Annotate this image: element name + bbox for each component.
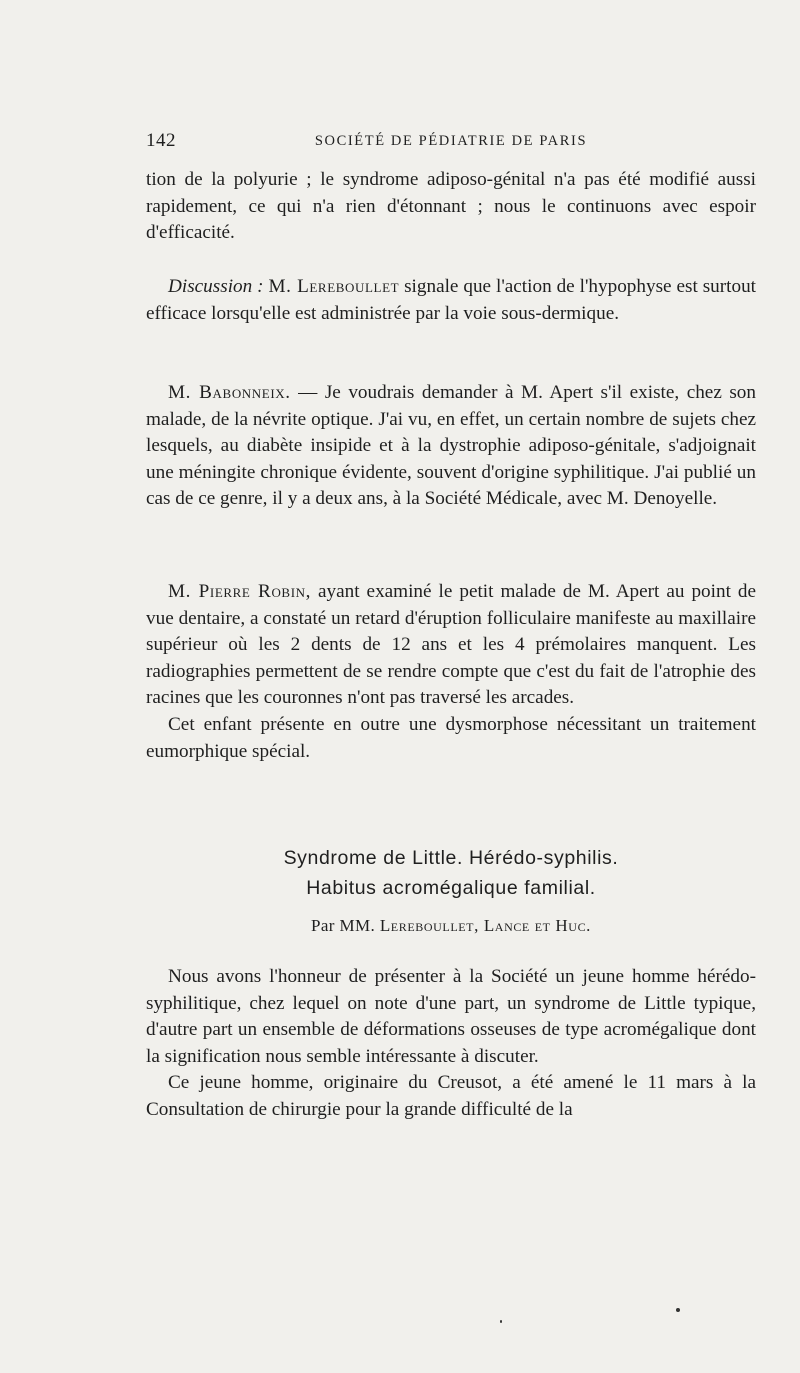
speaker-name: M. Babonneix. <box>168 382 291 403</box>
paragraph-text: Nous avons l'honneur de présenter à la Société un jeune homme hérédo-syphilitique, chez lequel on note d'une part, un syndrome de Little typique, d'autre part un ensemble de déformations osseuses de type acromégalique dont la signification nous semble intéressante à discuter. <box>146 966 756 1067</box>
authors-names: Lereboullet, Lance et Huc. <box>379 916 592 935</box>
title-line: Syndrome de Little. Hérédo-syphilis. <box>283 847 619 869</box>
paragraph-discussion <box>146 274 756 327</box>
article-authors <box>146 916 756 936</box>
paragraph-text: ayant examiné le petit malade de M. Apert au point de vue dentaire, a constaté un retard d'éruption folliculaire manifeste au maxillaire supérieur où les 2 dents de 12 ans et les 4 prémolaires manquent. Les radiographies permettent de se rendre compte que c'est du fait de l'atrophie des racines que les couronnes n'ont pas traversé les arcades. <box>146 581 756 709</box>
paragraph-robin <box>146 579 756 765</box>
paragraph-babonneix <box>146 380 756 513</box>
paragraph-text: tion de la polyurie ; le syndrome adiposo-génital n'a pas été modifié aussi rapidement, ce qui n'a rien d'étonnant ; nous le continuons avec espoir d'efficacité. <box>146 169 756 244</box>
ink-speck <box>676 1308 680 1312</box>
ink-speck <box>500 1320 502 1323</box>
page-header <box>146 130 756 154</box>
speaker-name: M. Pierre Robin, <box>168 581 312 602</box>
paragraph-text: Ce jeune homme, originaire du Creusot, a été amené le 11 mars à la Consultation de chirurgie pour la grande difficulté de la <box>146 1072 756 1120</box>
paragraph-continuation <box>146 167 756 247</box>
page-number: 142 <box>146 130 176 151</box>
running-head: SOCIÉTÉ DE PÉDIATRIE DE PARIS <box>314 133 588 149</box>
discussion-label: Discussion : <box>168 276 264 297</box>
article-title <box>146 843 756 903</box>
paragraph-text: Cet enfant présente en outre une dysmorphose nécessitant un traitement eumorphique spécial. <box>146 713 756 762</box>
paragraph-text: signale que l'action de l'hypophyse est surtout efficace lorsqu'elle est administrée par la voie sous-dermique. <box>146 276 757 324</box>
speaker-name: M. Lereboullet <box>268 276 400 297</box>
paragraph-text: — Je voudrais demander à M. Apert s'il existe, chez son malade, de la névrite optique. J'ai vu, en effet, un certain nombre de sujets chez lesquels, au diabète insipide et à la dystrophie adiposo-génitale, s'adjoignait une méningite chronique évidente, souvent d'origine syphilitique. J'ai publié un cas de ce genre, il y a deux ans, à la Société Médicale, avec M. Denoyelle. <box>146 382 756 510</box>
authors-prefix: Par MM. <box>310 916 380 935</box>
title-line: Habitus acromégalique familial. <box>306 877 596 899</box>
article-body <box>146 964 756 1124</box>
